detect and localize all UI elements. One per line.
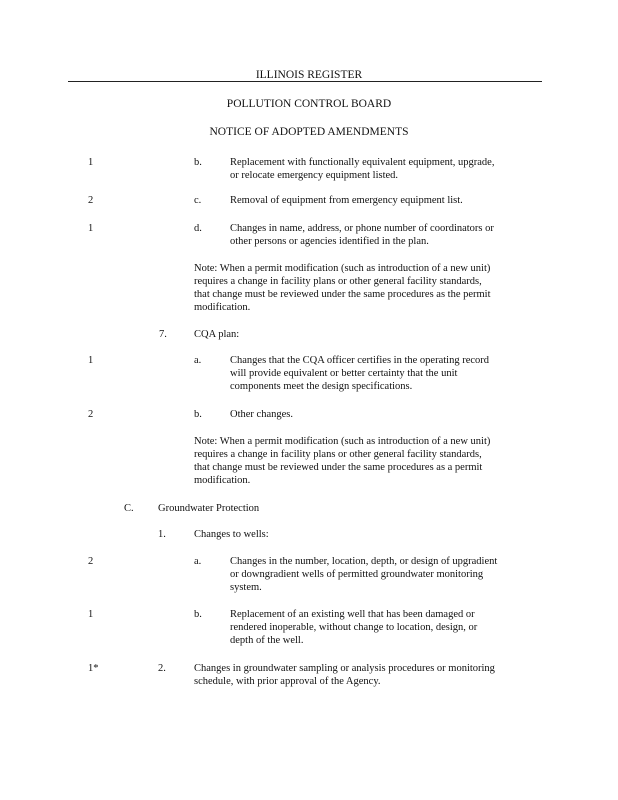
wells-heading: Changes to wells: — [194, 529, 269, 540]
note-line: that change must be reviewed under the same procedures as the permit — [194, 289, 491, 300]
item-marker: a. — [194, 556, 202, 567]
item-text-line: depth of the well. — [230, 635, 304, 646]
class-number: 2 — [88, 409, 94, 420]
item-marker: a. — [194, 355, 202, 366]
item-text-line: Other changes. — [230, 409, 293, 420]
register-title: ILLINOIS REGISTER — [255, 69, 363, 81]
class-number: 1 — [88, 157, 94, 168]
note-line: modification. — [194, 475, 251, 486]
class-number: 2 — [88, 556, 94, 567]
note-line: requires a change in facility plans or other general facility standards, — [194, 449, 482, 460]
item-text-line: other persons or agencies identified in the plan. — [230, 236, 429, 247]
item-text-line: Changes in name, address, or phone number of coordinators or — [230, 223, 494, 234]
item-text-line: system. — [230, 582, 262, 593]
item-text-line: Replacement with functionally equivalent equipment, upgrade, — [230, 157, 495, 168]
note-line: that change must be reviewed under the same procedures as a permit — [194, 462, 483, 473]
item-marker: b. — [194, 409, 202, 420]
item-text-line: Removal of equipment from emergency equipment list. — [230, 195, 463, 206]
note-line: Note: When a permit modification (such as introduction of a new unit) — [194, 436, 491, 447]
note-line: requires a change in facility plans or other general facility standards, — [194, 276, 482, 287]
item-text-line: Replacement of an existing well that has been damaged or — [230, 609, 475, 620]
class-number: 1 — [88, 223, 94, 234]
item-marker: b. — [194, 609, 202, 620]
item-text-line: or relocate emergency equipment listed. — [230, 170, 399, 181]
item-marker: 2. — [158, 663, 166, 674]
section-letter: C. — [124, 503, 134, 514]
notice-title: NOTICE OF ADOPTED AMENDMENTS — [209, 126, 409, 138]
item-text-line: or downgradient wells of permitted groundwater monitoring — [230, 569, 484, 580]
board-name: POLLUTION CONTROL BOARD — [226, 98, 392, 110]
item-text-line: schedule, with prior approval of the Agency. — [194, 676, 381, 687]
item-text-line: Changes in the number, location, depth, or design of upgradient — [230, 556, 498, 567]
item-text-line: Changes in groundwater sampling or analysis procedures or monitoring — [194, 663, 495, 674]
class-number: 1* — [88, 663, 99, 674]
item-marker: d. — [194, 223, 202, 234]
wells-number: 1. — [158, 529, 166, 540]
cqa-heading: CQA plan: — [194, 329, 240, 340]
item-text-line: will provide equivalent or better certainty that the unit — [230, 368, 458, 379]
cqa-number: 7. — [159, 329, 167, 340]
note-line: modification. — [194, 302, 251, 313]
item-text-line: components meet the design specifications. — [230, 381, 413, 392]
class-number: 1 — [88, 355, 94, 366]
class-number: 2 — [88, 195, 94, 206]
class-number: 1 — [88, 609, 94, 620]
section-heading: Groundwater Protection — [158, 503, 260, 514]
header-rule — [68, 81, 542, 82]
item-marker: c. — [194, 195, 202, 206]
item-text-line: rendered inoperable, without change to location, design, or — [230, 622, 478, 633]
item-text-line: Changes that the CQA officer certifies in the operating record — [230, 355, 490, 366]
note-line: Note: When a permit modification (such as introduction of a new unit) — [194, 263, 491, 274]
item-marker: b. — [194, 157, 202, 168]
